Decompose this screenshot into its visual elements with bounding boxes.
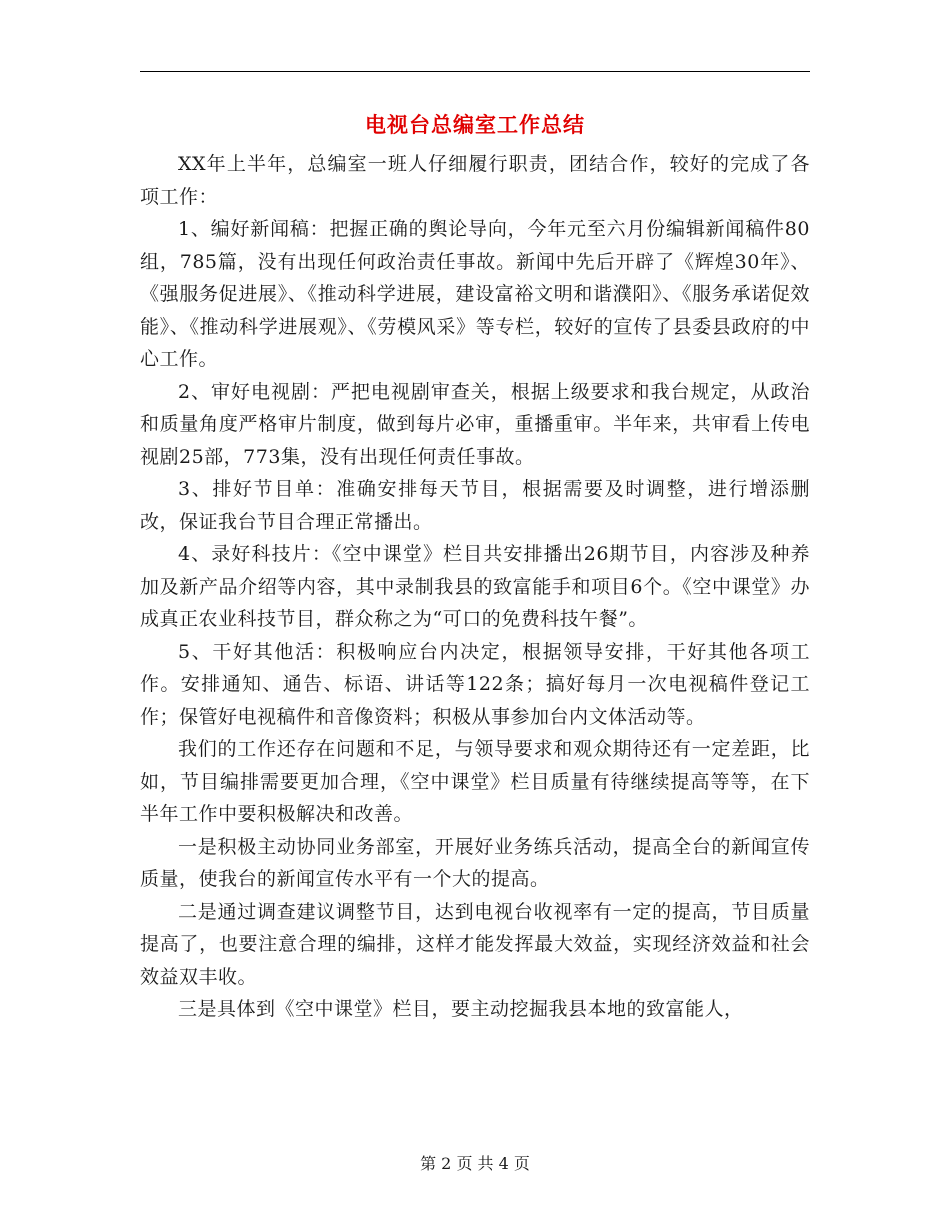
paragraph-plan-two: 二是通过调查建议调整节目，达到电视台收视率有一定的提高，节目质量提高了，也要注意合理的编排，这样才能发挥最大效益，实现经济效益和社会效益双丰收。 <box>140 900 810 988</box>
paragraph-tv-drama: 2、审好电视剧：严把电视剧审查关，根据上级要求和我台规定，从政治和质量角度严格审片制度，做到每片必审，重播重审。半年来，共审看上传电视剧25部，773集，没有出现任何责任事故。 <box>140 380 810 468</box>
document-title: 电视台总编室工作总结 <box>365 112 585 137</box>
document-body <box>140 148 810 1026</box>
paragraph-plan-one: 一是积极主动协同业务部室，开展好业务练兵活动，提高全台的新闻宣传质量，使我台的新闻宣传水平有一个大的提高。 <box>140 835 810 890</box>
paragraph-shortcomings: 我们的工作还存在问题和不足，与领导要求和观众期待还有一定差距，比如，节目编排需要更加合理，《空中课堂》栏目质量有待继续提高等等，在下半年工作中要积极解决和改善。 <box>140 738 810 825</box>
paragraph-news: 1、编好新闻稿：把握正确的舆论导向，今年元至六月份编辑新闻稿件80组，785篇，没有出现任何政治责任事故。新闻中先后开辟了《辉煌30年》、《强服务促进展》、《推动科学进展，建设富裕文明和谐濮阳》、《服务承诺促效能》、《推动科学进展观》、《劳模风采》等专栏，较好的宣传了县委县政府的中心工作。 <box>140 218 810 370</box>
paragraph-science-film: 4、录好科技片：《空中课堂》栏目共安排播出26期节目，内容涉及种养加及新产品介绍等内容，其中录制我县的致富能手和项目6个。《空中课堂》办成真正农业科技节目，群众称之为“可口的免费科技午餐”。 <box>140 543 810 630</box>
header-rule <box>140 71 810 72</box>
paragraph-schedule: 3、排好节目单：准确安排每天节目，根据需要及时调整，进行增添删改，保证我台节目合理正常播出。 <box>140 478 810 533</box>
paragraph-plan-three: 三是具体到《空中课堂》栏目，要主动挖掘我县本地的致富能人， <box>178 998 744 1020</box>
paragraph-other-work: 5、干好其他活：积极响应台内决定，根据领导安排，干好其他各项工作。安排通知、通告、标语、讲话等122条；搞好每月一次电视稿件登记工作；保管好电视稿件和音像资料；积极从事参加台内文体活动等。 <box>140 640 810 728</box>
page-number: 第 2 页 共 4 页 <box>420 1154 530 1173</box>
paragraph-intro: XX年上半年，总编室一班人仔细履行职责，团结合作，较好的完成了各项工作： <box>140 153 810 208</box>
